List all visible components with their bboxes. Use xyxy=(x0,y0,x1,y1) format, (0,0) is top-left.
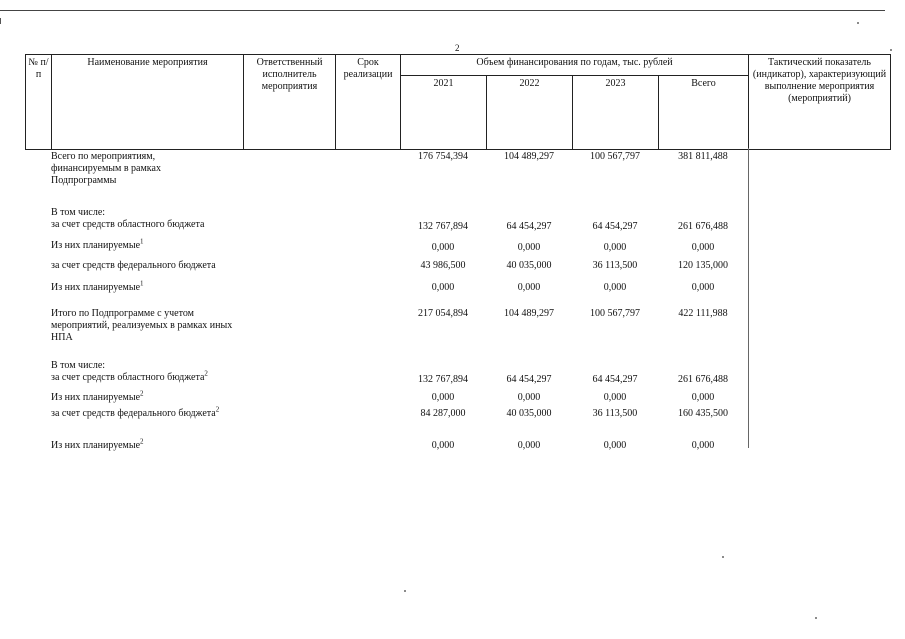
row-value: 40 035,000 xyxy=(506,260,552,271)
row-value: 0,000 xyxy=(431,282,455,293)
row-value: 0,000 xyxy=(691,440,715,451)
row-value: 40 035,000 xyxy=(506,408,552,419)
row-value: 0,000 xyxy=(431,392,455,403)
scan-speck xyxy=(404,590,406,592)
row-value: 0,000 xyxy=(691,392,715,403)
row-value: 0,000 xyxy=(517,392,541,403)
footnote-marker: 1 xyxy=(140,237,144,246)
row-value: 0,000 xyxy=(603,242,627,253)
row-value: 381 811,488 xyxy=(678,151,728,162)
row-value: 160 435,500 xyxy=(678,408,728,419)
row-value: 104 489,297 xyxy=(504,151,554,162)
row-value: 64 454,297 xyxy=(592,374,638,385)
row-label xyxy=(51,360,211,372)
row-value: 100 567,797 xyxy=(590,151,640,162)
header-num: № п/п xyxy=(26,55,52,150)
row-value: 64 454,297 xyxy=(506,374,552,385)
scan-speck xyxy=(890,49,892,51)
header-indicator: Тактический показатель (индикатор), характеризующий выполнение мероприятия (мероприятий) xyxy=(749,55,891,150)
row-value: 0,000 xyxy=(431,242,455,253)
table-header xyxy=(25,54,891,150)
header-year-2022: 2022 xyxy=(487,76,573,150)
header-responsible: Ответственный исполнитель мероприятия xyxy=(244,55,336,150)
row-value: 261 676,488 xyxy=(678,374,728,385)
header-name: Наименование мероприятия xyxy=(52,55,244,150)
row-label-text: В том числе: xyxy=(51,207,106,218)
row-label-text: Из них планируемые xyxy=(51,392,141,403)
header-period: Срок реализации xyxy=(336,55,401,150)
row-value: 0,000 xyxy=(517,282,541,293)
row-value: 100 567,797 xyxy=(590,308,640,319)
row-value: 176 754,394 xyxy=(418,151,468,162)
row-label xyxy=(51,437,211,452)
row-value: 43 986,500 xyxy=(420,260,466,271)
row-value: 132 767,894 xyxy=(418,221,468,232)
row-label-text: Из них планируемые xyxy=(51,240,141,251)
header-year-total: Всего xyxy=(659,76,749,150)
row-value: 422 111,988 xyxy=(678,308,728,319)
row-value: 0,000 xyxy=(517,242,541,253)
row-label-text: за счет средств областного бюджета xyxy=(51,372,205,383)
header-year-2023: 2023 xyxy=(573,76,659,150)
row-label-text: Из них планируемые xyxy=(51,282,141,293)
row-value: 64 454,297 xyxy=(592,221,638,232)
row-label xyxy=(51,260,241,272)
footnote-marker: 2 xyxy=(140,437,144,446)
scan-speck xyxy=(857,22,859,24)
footnote-marker: 2 xyxy=(204,369,208,378)
row-value: 0,000 xyxy=(603,392,627,403)
row-value: 132 767,894 xyxy=(418,374,468,385)
footnote-marker: 1 xyxy=(140,279,144,288)
row-value: 261 676,488 xyxy=(678,221,728,232)
row-label-text: Из них планируемые xyxy=(51,440,141,451)
row-value: 120 135,000 xyxy=(678,260,728,271)
row-label-text: за счет средств федерального бюджета xyxy=(51,408,216,419)
row-label-text: за счет средств федерального бюджета xyxy=(51,260,216,271)
row-label xyxy=(51,308,246,344)
row-label-text: В том числе: xyxy=(51,360,106,371)
row-value: 0,000 xyxy=(603,440,627,451)
page-number: 2 xyxy=(455,43,460,53)
row-label xyxy=(51,207,211,219)
header-year-2021: 2021 xyxy=(401,76,487,150)
footnote-marker: 2 xyxy=(140,389,144,398)
row-value: 84 287,000 xyxy=(420,408,466,419)
row-label xyxy=(51,389,211,404)
row-label xyxy=(51,151,191,187)
footnote-marker: 2 xyxy=(215,405,220,414)
row-value: 36 113,500 xyxy=(592,408,638,419)
row-label xyxy=(51,369,241,384)
row-value: 0,000 xyxy=(517,440,541,451)
row-value: 217 054,894 xyxy=(418,308,468,319)
row-value: 104 489,297 xyxy=(504,308,554,319)
indicator-column-line xyxy=(748,148,749,448)
scan-speck xyxy=(815,617,817,619)
row-label xyxy=(51,279,211,294)
row-label-text: Всего по мероприятиям, финансируемым в рамках Подпрограммы xyxy=(51,151,161,186)
header-funding: Объем финансирования по годам, тыс. рублей xyxy=(401,55,749,76)
row-label-text: Итого по Подпрограмме с учетом мероприятий, реализуемых в рамках иных НПА xyxy=(51,308,233,343)
row-label xyxy=(51,237,211,252)
row-value: 0,000 xyxy=(691,242,715,253)
top-border-line xyxy=(0,10,885,11)
row-value: 0,000 xyxy=(691,282,715,293)
row-label xyxy=(51,405,241,420)
row-value: 64 454,297 xyxy=(506,221,552,232)
row-value: 0,000 xyxy=(603,282,627,293)
scan-speck xyxy=(722,556,724,558)
row-label xyxy=(51,219,241,231)
left-margin-mark xyxy=(0,18,1,24)
row-label-text: за счет средств областного бюджета xyxy=(51,219,205,230)
row-value: 0,000 xyxy=(431,440,455,451)
row-value: 36 113,500 xyxy=(592,260,638,271)
